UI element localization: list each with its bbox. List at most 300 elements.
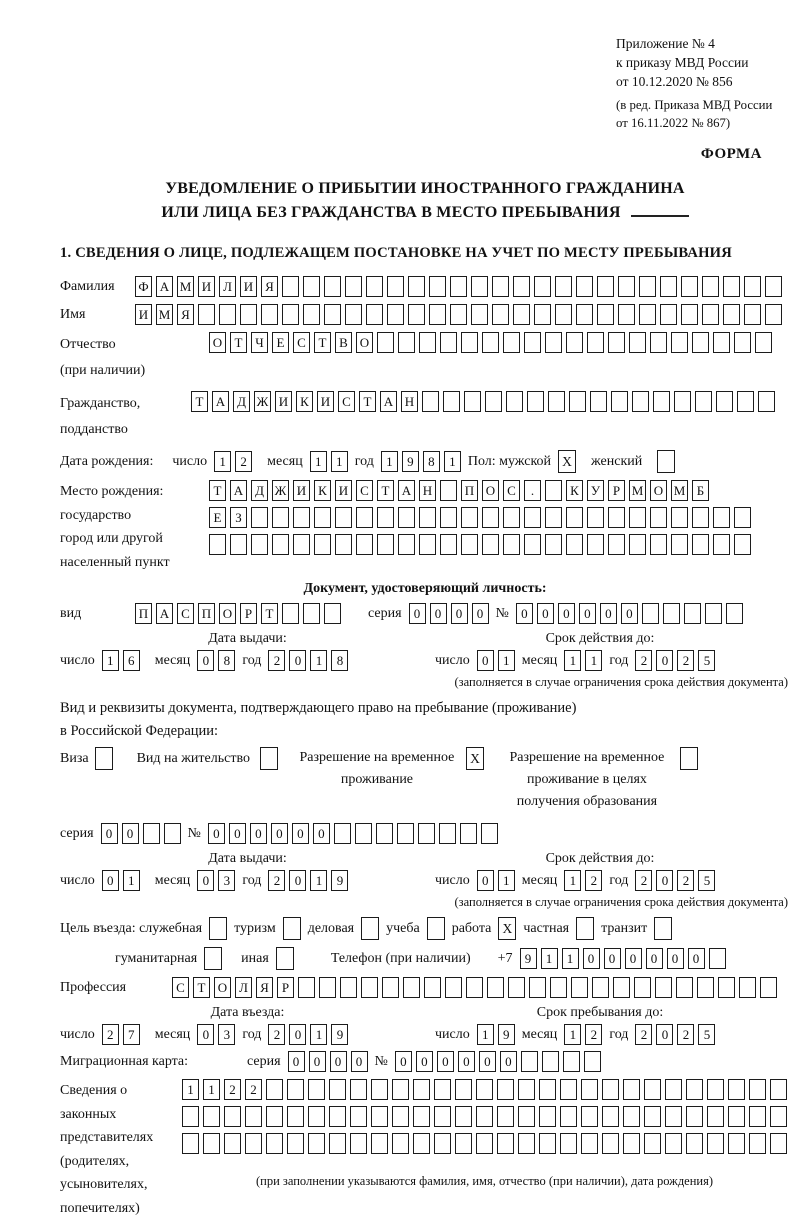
char-box[interactable]: 0 xyxy=(667,948,684,969)
birth-day-input[interactable] xyxy=(214,451,252,472)
char-box[interactable]: 0 xyxy=(516,603,533,624)
char-box[interactable] xyxy=(287,1133,304,1154)
char-box[interactable] xyxy=(314,534,331,555)
surname-input[interactable] xyxy=(135,276,782,297)
char-box[interactable] xyxy=(334,823,351,844)
char-box[interactable]: Т xyxy=(261,603,278,624)
char-box[interactable] xyxy=(324,276,341,297)
char-box[interactable]: 0 xyxy=(477,870,494,891)
char-box[interactable] xyxy=(639,304,656,325)
char-box[interactable] xyxy=(424,977,441,998)
char-box[interactable] xyxy=(584,1051,601,1072)
char-box[interactable]: 1 xyxy=(310,451,327,472)
checkbox-residence-permit[interactable] xyxy=(260,747,278,770)
char-box[interactable] xyxy=(240,304,257,325)
firstname-input[interactable] xyxy=(135,304,782,325)
char-box[interactable]: М xyxy=(629,480,646,501)
char-box[interactable] xyxy=(303,304,320,325)
char-box[interactable] xyxy=(434,1079,451,1100)
char-box[interactable]: 2 xyxy=(585,1024,602,1045)
char-box[interactable] xyxy=(314,507,331,528)
char-box[interactable] xyxy=(335,507,352,528)
char-box[interactable]: 0 xyxy=(558,603,575,624)
entry-day-input[interactable] xyxy=(102,1024,140,1045)
char-box[interactable] xyxy=(466,977,483,998)
char-box[interactable] xyxy=(629,534,646,555)
char-box[interactable] xyxy=(709,948,726,969)
char-box[interactable] xyxy=(707,1079,724,1100)
char-box[interactable]: 8 xyxy=(423,451,440,472)
char-box[interactable]: И xyxy=(293,480,310,501)
char-box[interactable] xyxy=(287,1106,304,1127)
char-box[interactable] xyxy=(521,1051,538,1072)
char-box[interactable] xyxy=(555,304,572,325)
char-box[interactable]: 3 xyxy=(218,870,235,891)
char-box[interactable]: Е xyxy=(272,332,289,353)
char-box[interactable]: 1 xyxy=(214,451,231,472)
char-box[interactable] xyxy=(282,304,299,325)
char-box[interactable] xyxy=(397,823,414,844)
char-box[interactable] xyxy=(581,1106,598,1127)
char-box[interactable]: П xyxy=(198,603,215,624)
phone-input[interactable] xyxy=(520,948,726,969)
char-box[interactable]: К xyxy=(566,480,583,501)
char-box[interactable] xyxy=(534,304,551,325)
char-box[interactable] xyxy=(209,534,226,555)
char-box[interactable]: 2 xyxy=(635,650,652,671)
char-box[interactable] xyxy=(566,534,583,555)
char-box[interactable] xyxy=(686,1079,703,1100)
char-box[interactable] xyxy=(524,534,541,555)
char-box[interactable] xyxy=(455,1106,472,1127)
char-box[interactable] xyxy=(695,391,712,412)
char-box[interactable] xyxy=(298,977,315,998)
char-box[interactable]: 1 xyxy=(123,870,140,891)
char-box[interactable] xyxy=(758,391,775,412)
char-box[interactable] xyxy=(602,1079,619,1100)
char-box[interactable] xyxy=(548,391,565,412)
char-box[interactable] xyxy=(518,1133,535,1154)
char-box[interactable] xyxy=(629,332,646,353)
char-box[interactable] xyxy=(324,603,341,624)
char-box[interactable] xyxy=(482,507,499,528)
char-box[interactable] xyxy=(660,304,677,325)
char-box[interactable]: С xyxy=(293,332,310,353)
char-box[interactable] xyxy=(650,332,667,353)
char-box[interactable]: А xyxy=(156,276,173,297)
char-box[interactable]: С xyxy=(503,480,520,501)
char-box[interactable] xyxy=(345,304,362,325)
entry-month-input[interactable] xyxy=(197,1024,235,1045)
char-box[interactable] xyxy=(697,977,714,998)
checkbox-temp-residence-edu[interactable] xyxy=(680,747,698,770)
char-box[interactable]: И xyxy=(198,276,215,297)
char-box[interactable]: 0 xyxy=(395,1051,412,1072)
char-box[interactable]: Я xyxy=(177,304,194,325)
char-box[interactable]: 0 xyxy=(101,823,118,844)
char-box[interactable] xyxy=(650,534,667,555)
char-box[interactable] xyxy=(542,1051,559,1072)
char-box[interactable]: 2 xyxy=(224,1079,241,1100)
char-box[interactable] xyxy=(576,304,593,325)
birth-month-input[interactable] xyxy=(310,451,348,472)
char-box[interactable] xyxy=(563,1051,580,1072)
citizenship-input[interactable] xyxy=(191,391,775,412)
char-box[interactable] xyxy=(471,304,488,325)
char-box[interactable]: И xyxy=(335,480,352,501)
char-box[interactable] xyxy=(545,534,562,555)
char-box[interactable] xyxy=(408,276,425,297)
checkbox-work[interactable]: X xyxy=(498,917,516,940)
char-box[interactable]: 0 xyxy=(500,1051,517,1072)
char-box[interactable] xyxy=(513,276,530,297)
char-box[interactable]: 5 xyxy=(698,870,715,891)
char-box[interactable]: 2 xyxy=(268,1024,285,1045)
char-box[interactable]: 2 xyxy=(677,650,694,671)
char-box[interactable] xyxy=(497,1079,514,1100)
char-box[interactable] xyxy=(461,534,478,555)
char-box[interactable] xyxy=(508,977,525,998)
char-box[interactable] xyxy=(245,1106,262,1127)
char-box[interactable]: 0 xyxy=(197,1024,214,1045)
char-box[interactable] xyxy=(749,1106,766,1127)
char-box[interactable] xyxy=(377,534,394,555)
char-box[interactable]: 0 xyxy=(122,823,139,844)
char-box[interactable] xyxy=(716,391,733,412)
char-box[interactable] xyxy=(392,1106,409,1127)
char-box[interactable]: Р xyxy=(608,480,625,501)
char-box[interactable] xyxy=(539,1133,556,1154)
char-box[interactable] xyxy=(224,1133,241,1154)
char-box[interactable]: Ж xyxy=(254,391,271,412)
char-box[interactable] xyxy=(692,332,709,353)
char-box[interactable] xyxy=(755,332,772,353)
char-box[interactable]: Б xyxy=(692,480,709,501)
char-box[interactable] xyxy=(471,276,488,297)
char-box[interactable] xyxy=(230,534,247,555)
char-box[interactable] xyxy=(492,276,509,297)
char-box[interactable] xyxy=(308,1106,325,1127)
char-box[interactable]: 1 xyxy=(564,870,581,891)
char-box[interactable] xyxy=(684,603,701,624)
char-box[interactable]: 0 xyxy=(656,650,673,671)
char-box[interactable] xyxy=(587,507,604,528)
char-box[interactable]: Т xyxy=(230,332,247,353)
char-box[interactable]: Я xyxy=(256,977,273,998)
char-box[interactable] xyxy=(476,1079,493,1100)
char-box[interactable] xyxy=(597,276,614,297)
char-box[interactable]: 5 xyxy=(698,1024,715,1045)
char-box[interactable]: . xyxy=(524,480,541,501)
char-box[interactable]: Л xyxy=(235,977,252,998)
char-box[interactable] xyxy=(723,304,740,325)
char-box[interactable] xyxy=(718,977,735,998)
char-box[interactable]: 0 xyxy=(621,603,638,624)
char-box[interactable]: Ж xyxy=(272,480,289,501)
doc-issue-day-input[interactable] xyxy=(102,650,140,671)
permit-valid-year-input[interactable] xyxy=(635,870,715,891)
char-box[interactable]: 0 xyxy=(313,823,330,844)
char-box[interactable]: Н xyxy=(401,391,418,412)
char-box[interactable] xyxy=(329,1106,346,1127)
char-box[interactable] xyxy=(560,1106,577,1127)
char-box[interactable]: О xyxy=(219,603,236,624)
char-box[interactable] xyxy=(308,1133,325,1154)
char-box[interactable] xyxy=(749,1079,766,1100)
char-box[interactable] xyxy=(376,823,393,844)
char-box[interactable] xyxy=(613,977,630,998)
char-box[interactable] xyxy=(770,1106,787,1127)
char-box[interactable] xyxy=(592,977,609,998)
char-box[interactable]: О xyxy=(356,332,373,353)
char-box[interactable]: Д xyxy=(251,480,268,501)
char-box[interactable] xyxy=(765,304,782,325)
char-box[interactable] xyxy=(303,276,320,297)
char-box[interactable]: 2 xyxy=(585,870,602,891)
char-box[interactable]: 1 xyxy=(444,451,461,472)
char-box[interactable] xyxy=(713,507,730,528)
char-box[interactable]: С xyxy=(177,603,194,624)
char-box[interactable]: 2 xyxy=(268,650,285,671)
char-box[interactable] xyxy=(224,1106,241,1127)
char-box[interactable]: 2 xyxy=(677,870,694,891)
birth-year-input[interactable] xyxy=(381,451,461,472)
char-box[interactable] xyxy=(476,1106,493,1127)
char-box[interactable]: 0 xyxy=(579,603,596,624)
char-box[interactable]: В xyxy=(335,332,352,353)
char-box[interactable] xyxy=(590,391,607,412)
char-box[interactable] xyxy=(377,332,394,353)
char-box[interactable] xyxy=(527,391,544,412)
doc-valid-year-input[interactable] xyxy=(635,650,715,671)
char-box[interactable] xyxy=(734,534,751,555)
char-box[interactable] xyxy=(713,332,730,353)
char-box[interactable]: Ф xyxy=(135,276,152,297)
char-box[interactable]: М xyxy=(156,304,173,325)
char-box[interactable] xyxy=(272,534,289,555)
char-box[interactable] xyxy=(443,391,460,412)
char-box[interactable] xyxy=(398,332,415,353)
char-box[interactable]: А xyxy=(380,391,397,412)
char-box[interactable]: 0 xyxy=(688,948,705,969)
char-box[interactable] xyxy=(387,276,404,297)
char-box[interactable]: 1 xyxy=(310,870,327,891)
char-box[interactable]: 0 xyxy=(197,650,214,671)
char-box[interactable]: 0 xyxy=(604,948,621,969)
char-box[interactable] xyxy=(497,1106,514,1127)
char-box[interactable]: 0 xyxy=(289,870,306,891)
char-box[interactable] xyxy=(497,1133,514,1154)
char-box[interactable]: 0 xyxy=(583,948,600,969)
char-box[interactable]: 1 xyxy=(585,650,602,671)
char-box[interactable] xyxy=(571,977,588,998)
char-box[interactable] xyxy=(219,304,236,325)
char-box[interactable] xyxy=(485,391,502,412)
char-box[interactable] xyxy=(686,1133,703,1154)
char-box[interactable] xyxy=(413,1106,430,1127)
char-box[interactable] xyxy=(439,823,456,844)
char-box[interactable] xyxy=(539,1106,556,1127)
char-box[interactable] xyxy=(419,507,436,528)
profession-input[interactable] xyxy=(172,977,777,998)
char-box[interactable] xyxy=(413,1079,430,1100)
doc-valid-month-input[interactable] xyxy=(564,650,602,671)
char-box[interactable]: Е xyxy=(209,507,226,528)
char-box[interactable] xyxy=(674,391,691,412)
char-box[interactable] xyxy=(587,534,604,555)
char-box[interactable] xyxy=(744,304,761,325)
char-box[interactable]: 0 xyxy=(451,603,468,624)
char-box[interactable] xyxy=(692,507,709,528)
char-box[interactable] xyxy=(566,507,583,528)
char-box[interactable] xyxy=(251,534,268,555)
char-box[interactable]: 6 xyxy=(123,650,140,671)
char-box[interactable]: А xyxy=(156,603,173,624)
char-box[interactable]: 1 xyxy=(564,1024,581,1045)
char-box[interactable] xyxy=(686,1106,703,1127)
char-box[interactable] xyxy=(770,1133,787,1154)
char-box[interactable] xyxy=(739,977,756,998)
char-box[interactable] xyxy=(587,332,604,353)
char-box[interactable]: Ч xyxy=(251,332,268,353)
char-box[interactable]: А xyxy=(398,480,415,501)
char-box[interactable] xyxy=(440,332,457,353)
char-box[interactable] xyxy=(450,276,467,297)
char-box[interactable]: 0 xyxy=(479,1051,496,1072)
char-box[interactable]: 2 xyxy=(235,451,252,472)
char-box[interactable] xyxy=(726,603,743,624)
char-box[interactable]: Р xyxy=(277,977,294,998)
char-box[interactable] xyxy=(734,332,751,353)
char-box[interactable] xyxy=(723,276,740,297)
permit-number-input[interactable] xyxy=(208,823,498,844)
patronymic-input[interactable] xyxy=(209,332,772,353)
permit-issue-month-input[interactable] xyxy=(197,870,235,891)
char-box[interactable]: 2 xyxy=(268,870,285,891)
char-box[interactable] xyxy=(744,276,761,297)
guardians-line1-input[interactable] xyxy=(182,1079,787,1100)
char-box[interactable]: 0 xyxy=(409,603,426,624)
char-box[interactable] xyxy=(366,304,383,325)
char-box[interactable] xyxy=(371,1133,388,1154)
char-box[interactable]: 1 xyxy=(477,1024,494,1045)
char-box[interactable] xyxy=(665,1133,682,1154)
char-box[interactable] xyxy=(461,332,478,353)
char-box[interactable] xyxy=(419,332,436,353)
birthplace-line3-input[interactable] xyxy=(209,534,751,555)
char-box[interactable]: 0 xyxy=(208,823,225,844)
char-box[interactable]: 2 xyxy=(635,870,652,891)
char-box[interactable] xyxy=(266,1133,283,1154)
char-box[interactable] xyxy=(487,977,504,998)
char-box[interactable] xyxy=(665,1079,682,1100)
char-box[interactable]: 0 xyxy=(271,823,288,844)
char-box[interactable] xyxy=(461,507,478,528)
char-box[interactable] xyxy=(350,1079,367,1100)
char-box[interactable] xyxy=(632,391,649,412)
char-box[interactable]: О xyxy=(209,332,226,353)
char-box[interactable]: Т xyxy=(359,391,376,412)
char-box[interactable]: И xyxy=(275,391,292,412)
char-box[interactable] xyxy=(293,507,310,528)
char-box[interactable] xyxy=(655,977,672,998)
char-box[interactable] xyxy=(545,332,562,353)
stay-year-input[interactable] xyxy=(635,1024,715,1045)
char-box[interactable] xyxy=(440,507,457,528)
char-box[interactable]: 0 xyxy=(656,870,673,891)
char-box[interactable] xyxy=(545,507,562,528)
char-box[interactable]: О xyxy=(482,480,499,501)
char-box[interactable]: 1 xyxy=(498,870,515,891)
char-box[interactable] xyxy=(329,1079,346,1100)
char-box[interactable] xyxy=(476,1133,493,1154)
char-box[interactable] xyxy=(503,534,520,555)
char-box[interactable] xyxy=(629,507,646,528)
char-box[interactable]: 1 xyxy=(541,948,558,969)
checkbox-business[interactable] xyxy=(361,917,379,940)
char-box[interactable]: 0 xyxy=(625,948,642,969)
char-box[interactable] xyxy=(760,977,777,998)
checkbox-private[interactable] xyxy=(576,917,594,940)
char-box[interactable] xyxy=(660,276,677,297)
checkbox-temp-residence[interactable]: X xyxy=(466,747,484,770)
guardians-line2-input[interactable] xyxy=(182,1106,787,1127)
char-box[interactable]: 0 xyxy=(437,1051,454,1072)
char-box[interactable]: П xyxy=(461,480,478,501)
char-box[interactable] xyxy=(644,1133,661,1154)
char-box[interactable] xyxy=(440,480,457,501)
char-box[interactable] xyxy=(608,507,625,528)
char-box[interactable] xyxy=(560,1079,577,1100)
char-box[interactable] xyxy=(550,977,567,998)
char-box[interactable] xyxy=(702,276,719,297)
char-box[interactable] xyxy=(282,603,299,624)
char-box[interactable]: 1 xyxy=(331,451,348,472)
char-box[interactable]: И xyxy=(317,391,334,412)
char-box[interactable]: П xyxy=(135,603,152,624)
char-box[interactable]: 7 xyxy=(123,1024,140,1045)
char-box[interactable] xyxy=(434,1106,451,1127)
char-box[interactable] xyxy=(418,823,435,844)
char-box[interactable] xyxy=(377,507,394,528)
char-box[interactable] xyxy=(319,977,336,998)
char-box[interactable]: Т xyxy=(377,480,394,501)
char-box[interactable] xyxy=(707,1106,724,1127)
char-box[interactable]: М xyxy=(671,480,688,501)
char-box[interactable] xyxy=(303,603,320,624)
char-box[interactable] xyxy=(623,1106,640,1127)
char-box[interactable] xyxy=(642,603,659,624)
char-box[interactable]: 2 xyxy=(102,1024,119,1045)
permit-issue-day-input[interactable] xyxy=(102,870,140,891)
char-box[interactable] xyxy=(713,534,730,555)
char-box[interactable] xyxy=(356,534,373,555)
char-box[interactable] xyxy=(492,304,509,325)
char-box[interactable] xyxy=(203,1133,220,1154)
char-box[interactable] xyxy=(644,1079,661,1100)
char-box[interactable] xyxy=(287,1079,304,1100)
doc-series-input[interactable] xyxy=(409,603,489,624)
char-box[interactable] xyxy=(440,534,457,555)
char-box[interactable] xyxy=(371,1106,388,1127)
checkbox-official[interactable] xyxy=(209,917,227,940)
char-box[interactable] xyxy=(356,507,373,528)
char-box[interactable] xyxy=(164,823,181,844)
char-box[interactable]: 0 xyxy=(472,603,489,624)
char-box[interactable] xyxy=(345,276,362,297)
char-box[interactable]: 0 xyxy=(229,823,246,844)
char-box[interactable] xyxy=(650,507,667,528)
